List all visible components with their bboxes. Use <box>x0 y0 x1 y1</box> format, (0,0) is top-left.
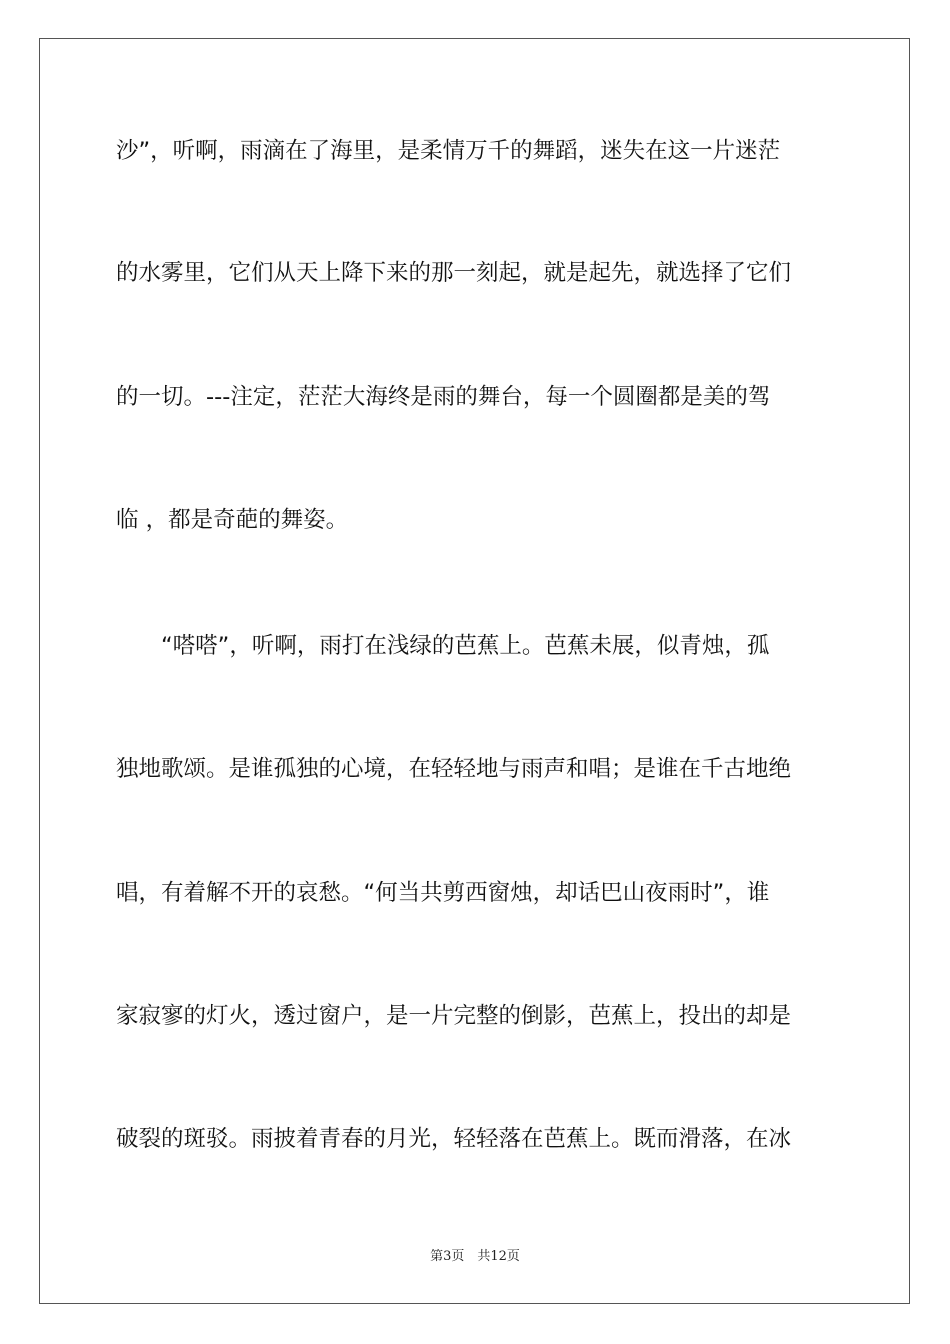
page-number-label: 第3页 共12页 <box>430 1249 520 1264</box>
text-line-6 <box>0 749 950 789</box>
text-line-3 <box>0 377 950 417</box>
line-text: 的水雾里，它们从天上降下来的那一刻起，就是起先，就选择了它们 <box>116 260 792 286</box>
page-footer <box>0 1246 950 1268</box>
page-border <box>39 38 910 1304</box>
line-text: 唱，有着解不开的哀愁。“何当共剪西窗烛，却话巴山夜雨时”，谁 <box>116 880 770 906</box>
line-text: “嗒嗒”，听啊，雨打在浅绿的芭蕉上。芭蕉未展，似青烛，孤 <box>161 633 770 659</box>
text-line-4 <box>0 500 950 540</box>
text-line-8 <box>0 996 950 1036</box>
text-line-7 <box>0 873 950 913</box>
line-text: 的一切。---注定，茫茫大海终是雨的舞台，每一个圆圈都是美的驾 <box>116 384 771 410</box>
line-text: 沙”，听啊，雨滴在了海里，是柔情万千的舞蹈，迷失在这一片迷茫 <box>116 138 781 164</box>
text-line-9 <box>0 1119 950 1159</box>
text-line-5 <box>0 626 950 666</box>
line-text: 家寂寥的灯火，透过窗户，是一片完整的倒影，芭蕉上，投出的却是 <box>116 1003 792 1029</box>
line-text: 临 ，都是奇葩的舞姿。 <box>116 507 349 533</box>
text-line-2 <box>0 253 950 293</box>
line-text: 破裂的斑驳。雨披着青春的月光，轻轻落在芭蕉上。既而滑落，在冰 <box>116 1126 792 1152</box>
line-text: 独地歌颂。是谁孤独的心境，在轻轻地与雨声和唱；是谁在千古地绝 <box>116 756 792 782</box>
text-line-1 <box>0 131 950 171</box>
